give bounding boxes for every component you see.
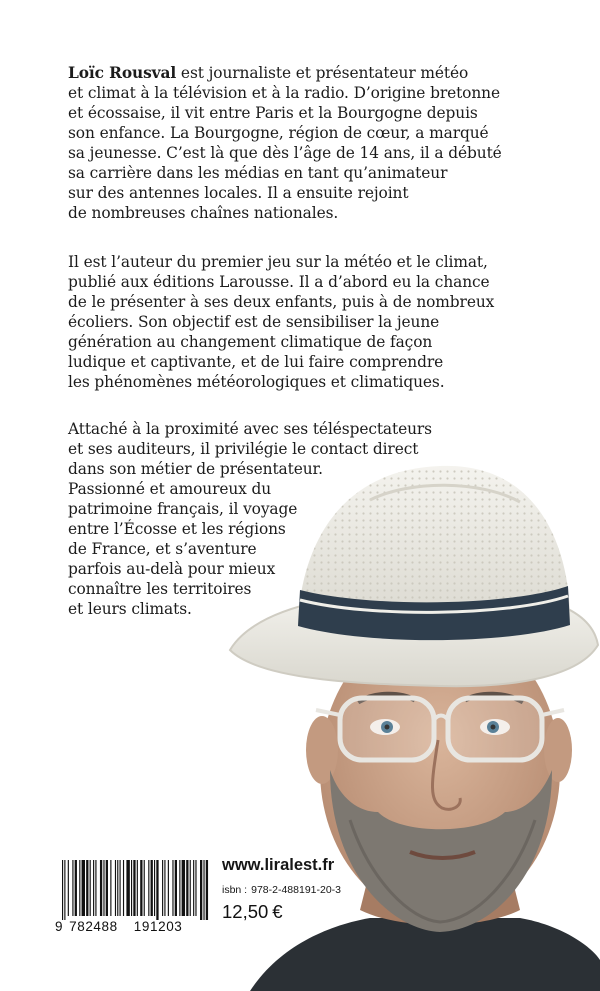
barcode-bar <box>64 860 65 920</box>
barcode-bar <box>126 860 129 916</box>
bio-line: entre l’Écosse et les régions <box>68 520 286 538</box>
barcode-bar <box>144 860 145 916</box>
bio-line: les phénomènes météorologiques et climatiques. <box>68 373 445 391</box>
barcode-bar <box>133 860 135 916</box>
bio-line: Attaché à la proximité avec ses téléspectateurs <box>68 420 432 438</box>
bio-line: sa jeunesse. C’est là que dès l’âge de 14 ans, il a débuté <box>68 144 502 162</box>
barcode-bar <box>172 860 173 916</box>
barcode-bar <box>100 860 102 916</box>
bio-line: génération au changement climatique de façon <box>68 333 433 351</box>
bio-line: sa carrière dans les médias en tant qu’animateur <box>68 164 448 182</box>
bio-line: ludique et captivante, et de lui faire comprendre <box>68 353 444 371</box>
barcode-bar <box>162 860 163 916</box>
barcode-bar <box>182 860 185 916</box>
bio-line: et ses auditeurs, il privilégie le contact direct <box>68 440 419 458</box>
barcode-bar <box>95 860 96 916</box>
bio-paragraph-3 <box>68 419 432 619</box>
bio-line: de nombreuses chaînes nationales. <box>68 204 339 222</box>
bio-line: Passionné et amoureux du <box>68 480 272 498</box>
barcode-bar <box>193 860 194 916</box>
barcode-digits <box>55 919 215 934</box>
barcode-bar <box>156 860 158 920</box>
bio-line: dans son métier de présentateur. <box>68 460 323 478</box>
isbn-value: 978-2-488191-20-3 <box>251 884 342 896</box>
bio-line: Loïc Rousval est journaliste et présentateur météo <box>68 64 469 82</box>
publisher-website: www.liralest.fr <box>222 856 335 874</box>
price-value: 12,50 <box>222 901 269 922</box>
bio-line: écoliers. Son objectif est de sensibiliser la jeune <box>68 313 440 331</box>
price <box>222 901 283 923</box>
barcode-bar <box>137 860 138 916</box>
barcode-bar <box>120 860 121 916</box>
barcode-digit-group: 191203 <box>133 919 183 934</box>
barcode-bar <box>148 860 149 916</box>
barcode-bar <box>72 860 73 916</box>
bio-line: de le présenter à ses deux enfants, puis à de nombreux <box>68 293 495 311</box>
barcode-bar <box>168 860 169 916</box>
bio-line: sur des antennes locales. Il a ensuite rejoint <box>68 184 409 202</box>
barcode-bar <box>75 860 77 916</box>
barcode-bar <box>90 860 91 916</box>
barcode-bar <box>151 860 153 916</box>
bio-line: patrimoine français, il voyage <box>68 500 298 518</box>
barcode-bar <box>115 860 116 916</box>
barcode-digit-group: 782488 <box>69 919 118 934</box>
barcode-bar <box>131 860 132 916</box>
bio-paragraph-2 <box>68 252 494 392</box>
barcode-bar <box>93 860 94 916</box>
barcode-bar <box>175 860 177 916</box>
barcode-bar <box>117 860 118 916</box>
bio-line: et climat à la télévision et à la radio. D’origine bretonne <box>68 84 500 102</box>
barcode-bar <box>164 860 165 916</box>
barcode-bar <box>123 860 124 916</box>
isbn-barcode <box>52 860 212 940</box>
barcode-bar <box>86 860 88 916</box>
barcode-bar <box>62 860 63 920</box>
barcode-bar <box>186 860 188 916</box>
barcode-bar <box>190 860 191 916</box>
author-name: Loïc Rousval <box>68 64 177 82</box>
barcode-bar <box>79 860 80 916</box>
bio-line: de France, et s’aventure <box>68 540 257 558</box>
bio-line: son enfance. La Bourgogne, région de cœur, a marqué <box>68 124 489 142</box>
price-currency: € <box>272 901 283 922</box>
barcode-bar <box>103 860 104 916</box>
bio-line: et leurs climats. <box>68 600 192 618</box>
barcode-bars <box>60 860 210 920</box>
barcode-digit-group: 9 <box>55 919 64 934</box>
barcode-bar <box>110 860 111 916</box>
barcode-bar <box>82 860 85 916</box>
barcode-bar <box>206 860 208 920</box>
barcode-bar <box>106 860 108 916</box>
isbn-text <box>222 884 341 896</box>
barcode-bar <box>140 860 142 916</box>
barcode-bar <box>200 860 202 920</box>
barcode-bar <box>195 860 196 916</box>
isbn-label: isbn : <box>222 884 248 896</box>
barcode-bar <box>179 860 180 916</box>
bio-line: parfois au-delà pour mieux <box>68 560 276 578</box>
bio-line: Il est l’auteur du premier jeu sur la météo et le climat, <box>68 253 488 271</box>
barcode-bar <box>203 860 204 920</box>
bio-paragraph-1 <box>68 63 502 223</box>
bio-line: connaître les territoires <box>68 580 252 598</box>
barcode-bar <box>68 860 69 916</box>
bio-line: publié aux éditions Larousse. Il a d’abord eu la chance <box>68 273 490 291</box>
bio-line: et écossaise, il vit entre Paris et la Bourgogne depuis <box>68 104 478 122</box>
barcode-bar <box>154 860 155 916</box>
